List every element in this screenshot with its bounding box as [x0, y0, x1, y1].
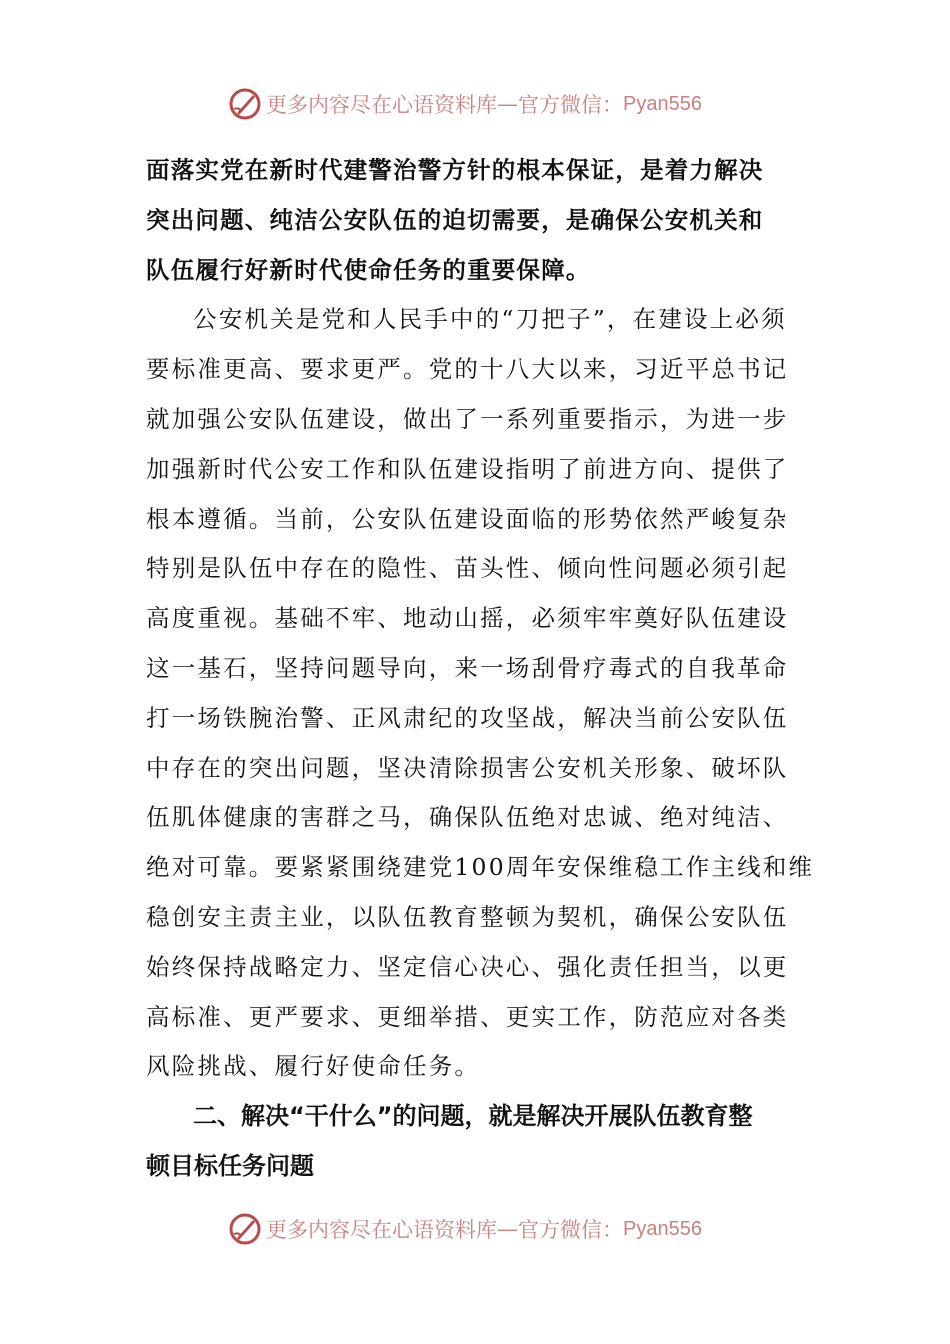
text-line: 高标准、更严要求、更细举措、更实工作，防范应对各类	[146, 1002, 789, 1031]
text-line: 绝对可靠。要紧紧围绕建党100周年安保维稳工作主线和维	[146, 853, 815, 882]
text-line: 就加强公安队伍建设，做出了一系列重要指示，为进一步	[146, 404, 789, 433]
text-line: 加强新时代公安工作和队伍建设指明了前进方向、提供了	[146, 454, 789, 483]
text-line: 特别是队伍中存在的隐性、苗头性、倾向性问题必须引起	[146, 554, 789, 583]
text-line: 风险挑战、履行好使命任务。	[146, 1052, 481, 1081]
paragraph-2	[146, 295, 815, 1092]
text-line: 要标准更高、要求更严。党的十八大以来，习近平总书记	[146, 355, 789, 384]
text-line: 突出问题、纯洁公安队伍的迫切需要，是确保公安机关和	[146, 205, 764, 234]
text-line: 队伍履行好新时代使命任务的重要保障。	[146, 255, 591, 284]
watermark-wechat-id: Pyan556	[623, 92, 702, 115]
text-line: 公安机关是党和人民手中的“刀把子”，在建设上必须	[193, 305, 787, 334]
footer-watermark	[228, 1209, 702, 1249]
watermark-text: 更多内容尽在心语资料库	[266, 1218, 497, 1242]
text-line: 始终保持战略定力、坚定信心决心、强化责任担当，以更	[146, 952, 789, 981]
header-watermark	[228, 84, 702, 124]
text-line: 高度重视。基础不牢、地动山摇，必须牢牢奠好队伍建设	[146, 604, 789, 633]
watermark-dash: —	[497, 1217, 518, 1241]
text-line: 中存在的突出问题，坚决清除损害公安机关形象、破坏队	[146, 753, 789, 782]
text-line: 这一基石，坚持问题导向，来一场刮骨疗毒式的自我革命	[146, 653, 789, 682]
quill-logo-icon	[228, 1212, 262, 1246]
watermark-wechat-id: Pyan556	[623, 1217, 702, 1240]
watermark-text: 更多内容尽在心语资料库	[266, 93, 497, 117]
text-line: 伍肌体健康的害群之马，确保队伍绝对忠诚、绝对纯洁、	[146, 803, 789, 832]
text-line: 根本遵循。当前，公安队伍建设面临的形势依然严峻复杂	[146, 504, 789, 533]
watermark-wechat-label: 官方微信：	[518, 93, 623, 117]
section-heading	[146, 1092, 806, 1192]
heading-line: 顿目标任务问题	[146, 1151, 314, 1180]
quill-logo-icon	[228, 87, 262, 121]
paragraph-1	[146, 146, 806, 295]
document-body	[146, 146, 815, 1192]
watermark-wechat-label: 官方微信：	[518, 1218, 623, 1242]
text-line: 打一场铁腕治警、正风肃纪的攻坚战，解决当前公安队伍	[146, 703, 789, 732]
watermark-dash: —	[497, 92, 518, 116]
text-line: 面落实党在新时代建警治警方针的根本保证，是着力解决	[146, 156, 764, 184]
text-line: 稳创安主责主业，以队伍教育整顿为契机，确保公安队伍	[146, 902, 789, 931]
heading-line: 二、解决“干什么”的问题，就是解决开展队伍教育整	[193, 1102, 753, 1131]
